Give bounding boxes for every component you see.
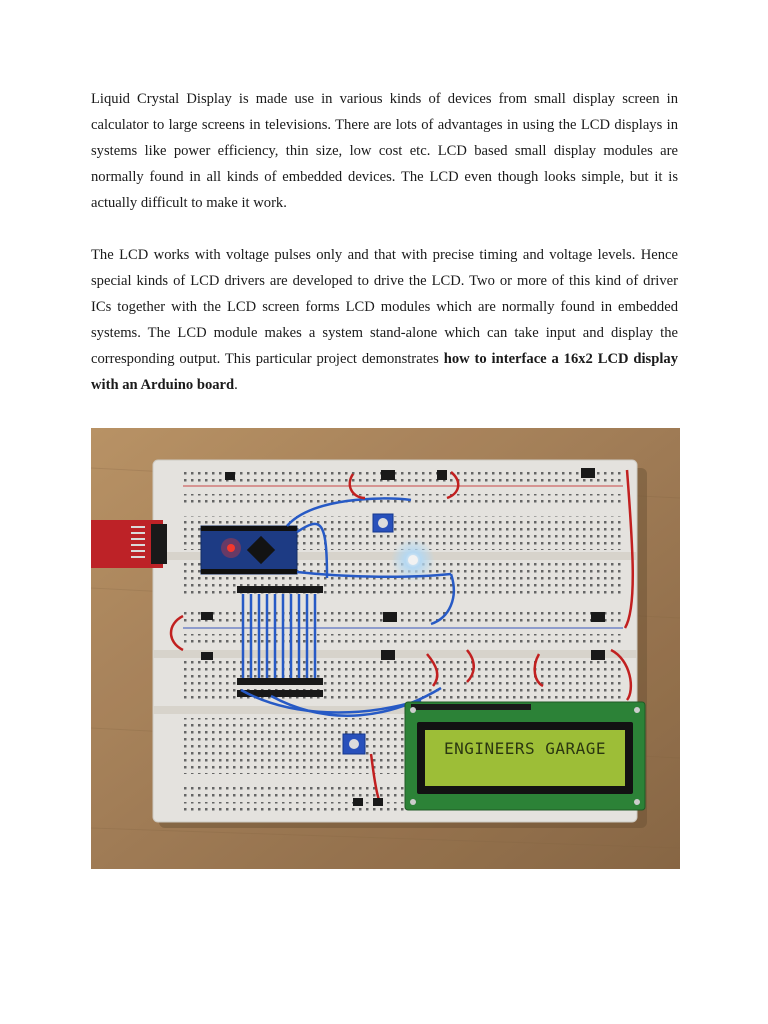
paragraph-1-text: Liquid Crystal Display is made use in various kinds of devices from small display screen in calculator to large screens in televisions. There are lots of advantages in using the LCD displays in systems like power efficiency, thin size, low cost etc. LCD based small display modules are normally found in all kinds of embedded devices. The LCD even though looks simple, but it is actually difficult to make it work. [91, 91, 678, 211]
arduino-lcd-breadboard-photo [91, 428, 680, 869]
paragraph-2-text: The LCD works with voltage pulses only and that with precise timing and voltage levels. Hence special kinds of LCD drivers are developed to drive the LCD. Two or more of this kind of driver ICs together with the LCD screen forms LCD modules which are normally found in embedded systems. The LCD module makes a system stand-alone which can take input and display the corresponding output. This particular project demonstrates [91, 247, 678, 367]
paragraph-2-end: . [234, 377, 238, 393]
lcd-screen-text: ENGINEERS GARAGE [443, 739, 607, 758]
paragraph-lcd-intro [91, 86, 678, 216]
paragraph-2-bold: how to interface a 16x2 LCD display with an Arduino board [91, 351, 679, 393]
paragraph-lcd-drivers [91, 242, 678, 398]
